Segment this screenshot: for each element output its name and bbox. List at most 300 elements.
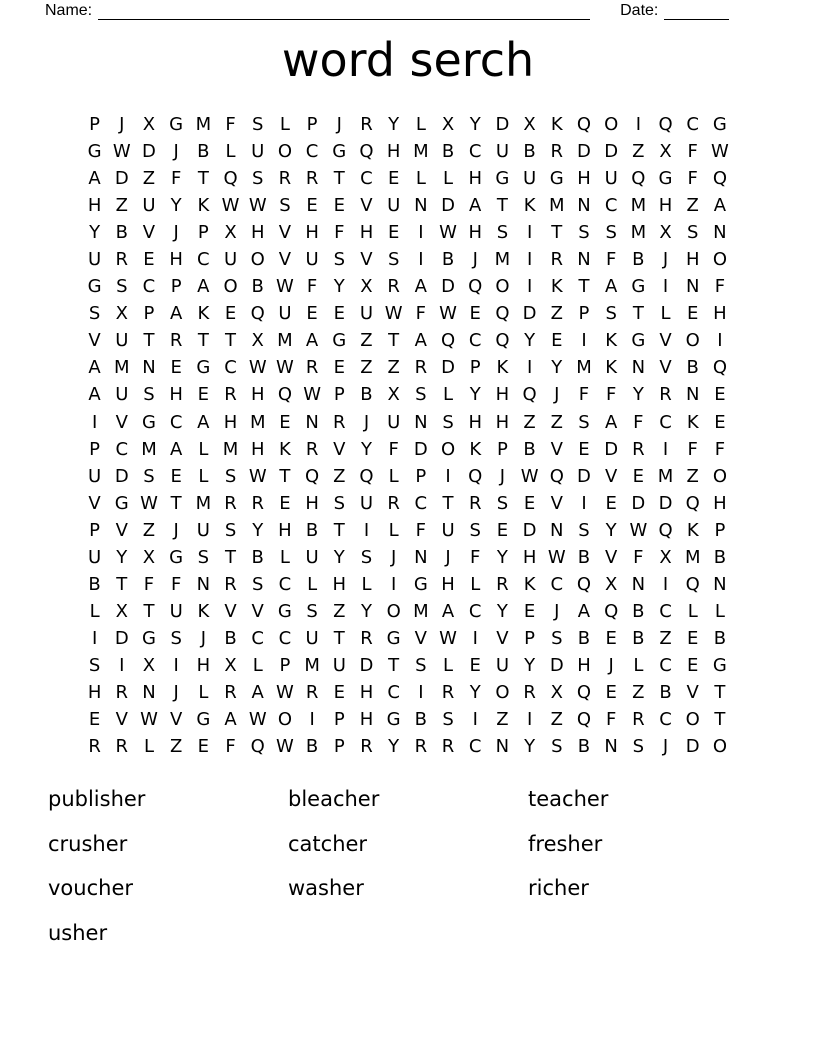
grid-letter: N [142,681,156,703]
word-list [48,777,768,955]
header-row [45,2,740,20]
grid-letter: J [173,519,179,541]
grid-letter: Z [333,600,346,622]
grid-letter: R [414,736,428,758]
grid-letter: U [359,492,374,514]
grid-letter: I [662,573,669,595]
grid-letter: Q [359,465,374,487]
grid-letter: I [662,276,669,298]
grid-letter: B [686,357,699,379]
grid-letter: V [142,222,156,244]
grid-letter: Y [496,600,508,622]
grid-letter: C [604,195,618,217]
grid-letter: E [605,627,617,649]
grid-letter: C [387,681,400,703]
grid-letter: U [278,303,292,325]
grid-letter: U [223,249,238,271]
grid-letter: F [225,736,236,758]
grid-letter: A [441,600,455,622]
grid-letter: D [114,627,129,649]
grid-letter: L [388,519,399,541]
grid-letter: Q [223,168,238,190]
grid-letter: H [495,411,510,433]
grid-letter: G [141,411,156,433]
grid-letter: J [554,600,560,622]
grid-letter: N [495,736,510,758]
grid-letter: H [250,222,265,244]
grid-letter: H [658,195,673,217]
word-list-item: crusher [48,831,128,856]
grid-letter: U [88,465,102,487]
grid-letter: N [414,195,428,217]
grid-letter: U [305,546,319,568]
grid-letter: X [115,303,128,325]
grid-letter: T [714,709,726,731]
grid-letter: X [142,546,156,568]
grid-letter: I [472,627,478,649]
grid-letter: R [305,168,319,190]
grid-letter: Q [359,141,374,163]
grid-letter: P [714,519,726,541]
grid-letter: I [173,654,179,676]
grid-letter: Y [89,222,101,244]
grid-letter: Q [712,168,727,190]
grid-letter: E [333,303,345,325]
grid-letter: O [223,276,238,298]
grid-letter: O [685,330,700,352]
grid-letter: O [712,249,727,271]
grid-letter: F [714,438,726,460]
grid-letter: H [468,222,482,244]
grid-letter: S [496,492,509,514]
grid-letter: S [387,249,400,271]
grid-letter: L [415,114,426,135]
grid-letter: O [277,709,292,731]
grid-letter: R [224,573,237,595]
grid-letter: C [142,276,156,298]
grid-letter: I [526,249,533,271]
grid-letter: W [140,709,158,731]
grid-letter: B [523,438,536,460]
grid-letter: D [114,465,129,487]
grid-letter: W [711,141,729,163]
grid-letter: G [413,573,428,595]
grid-letter: M [195,114,212,135]
grid-letter: O [386,600,401,622]
grid-letter: V [360,249,373,271]
grid-letter: H [386,141,401,163]
grid-letter: I [445,465,451,487]
grid-letter: P [279,654,291,676]
grid-letter: E [687,303,699,325]
grid-letter: L [198,465,209,487]
grid-letter: B [713,546,727,568]
grid-letter: F [605,709,617,731]
grid-letter: X [251,330,264,352]
grid-letter: K [496,357,509,379]
grid-letter: H [278,519,292,541]
grid-letter: E [605,492,617,514]
grid-letter: K [605,330,618,352]
grid-letter: O [685,709,700,731]
grid-letter: L [714,600,725,622]
grid-letter: S [551,736,563,758]
grid-letter: V [686,681,699,703]
word-list-item: usher [48,920,108,945]
grid-letter: A [305,330,319,352]
grid-letter: Y [632,384,644,406]
grid-letter: W [547,546,566,568]
grid-letter: Y [116,546,128,568]
grid-letter: E [197,736,210,758]
grid-letter: C [550,573,564,595]
grid-letter: T [333,519,345,541]
grid-letter: Q [250,736,265,758]
grid-letter: O [495,681,510,703]
grid-letter: Q [576,114,592,135]
grid-letter: X [441,114,455,135]
grid-letter: N [604,736,618,758]
grid-letter: C [278,627,292,649]
grid-letter: M [630,222,647,244]
grid-letter: E [143,249,155,271]
grid-letter: J [662,249,669,271]
grid-letter: G [658,168,673,190]
grid-letter: X [224,654,237,676]
grid-letter: T [333,627,345,649]
grid-letter: I [91,627,98,649]
grid-letter: X [659,141,672,163]
grid-letter: R [88,736,101,758]
grid-letter: E [333,681,345,703]
grid-letter: W [140,492,158,514]
grid-letter: G [332,141,347,163]
grid-letter: G [631,330,646,352]
grid-letter: F [415,303,427,325]
grid-letter: G [114,492,129,514]
grid-letter: L [415,168,426,190]
grid-letter: T [197,168,209,190]
grid-letter: Z [550,709,563,731]
grid-letter: E [469,654,481,676]
grid-letter: I [581,492,587,514]
grid-letter: S [116,276,128,298]
grid-letter: L [279,114,290,135]
grid-letter: Y [252,519,264,541]
grid-letter: M [657,465,674,487]
grid-letter: I [91,411,98,433]
grid-letter: Q [522,384,537,406]
grid-letter: T [388,654,400,676]
grid-letter: G [712,654,727,676]
grid-letter: L [252,654,263,676]
grid-letter: B [713,627,727,649]
grid-letter: A [251,681,264,703]
grid-letter: R [360,627,373,649]
grid-letter: H [577,654,591,676]
grid-letter: H [87,195,102,217]
grid-letter: J [119,114,125,135]
grid-letter: W [221,195,240,217]
grid-letter: X [550,681,563,703]
grid-letter: N [196,573,211,595]
grid-letter: S [333,492,345,514]
grid-letter: W [248,357,267,379]
grid-letter: Z [169,736,183,758]
grid-letter: C [686,114,699,135]
word-list-item: washer [288,876,364,900]
grid-letter: E [224,303,237,325]
grid-letter: E [523,492,536,514]
grid-letter: B [115,222,128,244]
grid-letter: R [115,681,129,703]
grid-letter: Z [142,168,156,190]
grid-letter: A [169,303,183,325]
grid-letter: Z [550,303,563,325]
grid-letter: U [251,141,265,163]
grid-letter: R [305,438,319,460]
grid-letter: C [659,411,672,433]
grid-letter: H [332,573,347,595]
grid-letter: T [225,546,237,568]
grid-letter: D [631,492,646,514]
grid-letter: X [387,384,400,406]
grid-letter: C [278,573,292,595]
grid-letter: H [468,168,482,190]
grid-letter: E [306,303,318,325]
grid-letter: T [714,681,726,703]
grid-letter: W [439,627,457,649]
grid-letter: A [224,709,237,731]
grid-letter: L [443,168,454,190]
grid-letter: Q [685,573,700,595]
grid-letter: R [659,384,672,406]
grid-letter: F [633,411,644,433]
grid-letter: N [713,573,727,595]
grid-letter: P [89,114,101,135]
grid-letter: G [141,627,156,649]
grid-letter: J [173,222,179,244]
grid-letter: T [551,222,563,244]
grid-letter: H [250,438,265,460]
grid-letter: R [414,357,428,379]
grid-letter: K [550,114,563,135]
grid-letter: B [251,276,264,298]
grid-letter: P [496,438,508,460]
grid-letter: W [303,384,321,406]
grid-letter: M [141,438,157,460]
grid-letter: P [170,276,182,298]
grid-letter: S [632,736,645,758]
grid-letter: N [685,384,700,406]
grid-letter: W [439,222,457,244]
wordsearch-grid [81,111,734,760]
grid-letter: A [88,168,101,190]
grid-letter: U [332,654,346,676]
grid-letter: H [305,492,319,514]
grid-letter: V [115,519,128,541]
grid-letter: X [604,573,618,595]
grid-letter: P [415,465,427,487]
grid-letter: O [277,141,292,163]
grid-letter: T [197,330,209,352]
grid-letter: C [115,438,129,460]
grid-letter: Z [387,357,400,379]
grid-letter: S [360,546,373,568]
name-blank-line [98,4,590,20]
grid-letter: B [414,709,428,731]
grid-letter: P [469,357,481,379]
grid-letter: F [605,249,617,271]
grid-letter: W [248,195,267,217]
grid-letter: E [714,411,726,433]
grid-letter: I [635,114,641,135]
grid-letter: E [605,681,617,703]
grid-letter: H [87,681,102,703]
grid-letter: F [605,384,617,406]
grid-letter: D [142,141,156,163]
grid-letter: Q [468,465,483,487]
grid-letter: A [88,357,101,379]
grid-letter: Q [440,330,456,352]
grid-letter: C [468,736,482,758]
grid-letter: L [225,141,236,163]
grid-letter: R [360,114,373,135]
grid-letter: H [359,709,374,731]
grid-letter: S [143,465,155,487]
grid-letter: M [195,492,212,514]
grid-letter: O [440,438,456,460]
grid-letter: D [549,654,564,676]
grid-letter: U [169,600,183,622]
grid-letter: V [659,357,672,379]
grid-letter: T [279,465,291,487]
grid-letter: A [169,438,183,460]
grid-letter: B [305,519,319,541]
grid-letter: F [170,573,182,595]
grid-letter: V [604,546,618,568]
grid-letter: C [468,330,482,352]
grid-letter: S [224,465,237,487]
grid-letter: T [578,276,590,298]
grid-letter: I [717,330,723,352]
grid-letter: S [578,519,590,541]
grid-letter: I [526,276,533,298]
grid-letter: U [359,303,374,325]
grid-letter: U [495,141,509,163]
grid-letter: G [196,357,211,379]
grid-letter: F [334,222,345,244]
grid-letter: I [391,573,397,595]
grid-letter: N [631,357,646,379]
grid-letter: P [333,736,345,758]
grid-letter: A [577,600,591,622]
grid-letter: R [224,384,237,406]
grid-letter: G [549,168,564,190]
grid-letter: K [523,195,536,217]
grid-letter: Y [524,330,536,352]
grid-letter: V [115,411,128,433]
grid-letter: M [222,438,239,460]
grid-letter: F [143,573,155,595]
word-list-column [288,777,528,955]
word-list-item: bleacher [288,787,380,811]
grid-letter: W [276,681,294,703]
grid-letter: Z [496,709,509,731]
grid-letter: R [496,573,509,595]
grid-letter: U [305,249,319,271]
grid-letter: Q [576,681,592,703]
grid-letter: F [687,168,698,190]
grid-letter: L [633,654,644,676]
grid-letter: K [686,411,699,433]
grid-letter: R [305,681,319,703]
grid-letter: E [687,654,699,676]
grid-letter: W [384,303,403,325]
grid-letter: F [687,141,698,163]
grid-letter: V [414,627,427,649]
grid-letter: V [550,492,563,514]
grid-letter: S [252,573,264,595]
grid-letter: A [713,195,727,217]
grid-letter: C [360,168,373,190]
grid-letter: T [388,330,400,352]
grid-letter: E [170,357,182,379]
grid-letter: A [414,276,427,298]
grid-letter: Q [576,573,592,595]
word-list-item: catcher [288,831,368,856]
grid-letter: L [143,736,154,758]
grid-letter: W [276,276,294,298]
grid-letter: G [386,627,401,649]
grid-letter: I [526,357,533,379]
grid-letter: W [520,465,539,487]
grid-letter: E [333,357,345,379]
grid-letter: K [197,195,210,217]
grid-letter: P [333,384,345,406]
grid-letter: X [142,114,156,135]
word-list-column [528,777,768,955]
grid-letter: O [250,249,265,271]
grid-letter: H [713,492,727,514]
grid-letter: A [197,276,210,298]
grid-letter: X [523,114,536,135]
grid-letter: Y [524,654,536,676]
date-label: Date: [620,2,659,19]
grid-letter: I [418,681,424,703]
grid-letter: V [659,330,672,352]
grid-letter: S [88,303,101,325]
grid-letter: S [442,709,454,731]
grid-letter: P [578,303,590,325]
grid-letter: D [359,654,374,676]
grid-letter: Z [142,519,156,541]
grid-letter: D [441,276,455,298]
grid-letter: H [223,411,238,433]
grid-letter: R [305,357,319,379]
grid-letter: D [441,195,455,217]
grid-letter: T [333,168,345,190]
grid-letter: G [87,141,102,163]
grid-letter: S [551,627,563,649]
grid-letter: K [279,438,291,460]
grid-letter: H [196,654,211,676]
grid-letter: L [660,303,671,325]
grid-letter: B [88,573,101,595]
grid-letter: S [687,222,699,244]
grid-letter: S [143,384,155,406]
grid-letter: L [687,600,698,622]
